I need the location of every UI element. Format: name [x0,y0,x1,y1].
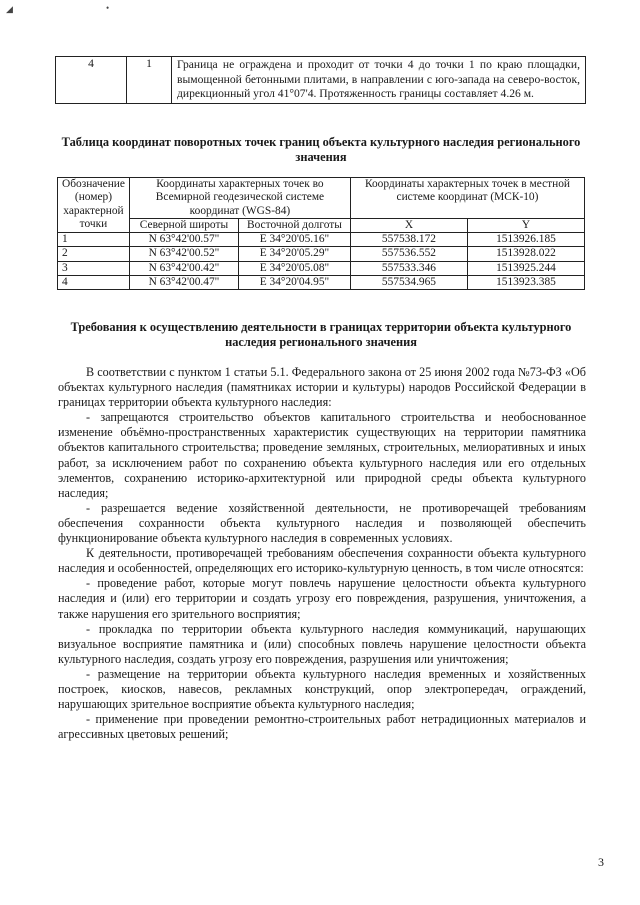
cell-y: 1513925.244 [467,261,584,275]
cell-x: 557536.552 [350,247,467,261]
paragraph: В соответствии с пунктом 1 статьи 5.1. Федерального закона от 25 июня 2002 года №73-ФЗ «Об объектах культурного наследия (памятниках истории и культуры) народов Российской Федерации в границах территории объекта культурного наследия: [58,365,586,410]
subheader-x: X [350,218,467,232]
coordinates-table [57,177,585,290]
cell-longitude: E 34°20'05.08" [238,261,350,275]
table-row [58,247,585,261]
page-number: 3 [598,855,604,869]
cell-y: 1513928.022 [467,247,584,261]
header-point-designation: Обозначение (номер) характерной точки [58,178,130,233]
table-row [58,261,585,275]
paragraph: - разрешается ведение хозяйственной деятельности, не противоречащей требованиям обеспечения сохранности объекта культурного наследия и позволяющей обеспечить функционирование объекта культурного наследия в современных условиях. [58,500,586,546]
header-local-coordinates: Координаты характерных точек в местной системе координат (МСК-10) [350,178,584,219]
boundary-description-table [55,56,586,104]
header-wgs-coordinates: Координаты характерных точек во Всемирной геодезической системе координат (WGS-84) [129,178,350,219]
cell-x: 557533.346 [350,261,467,275]
subheader-latitude: Северной широты [129,218,238,232]
cell-longitude: E 34°20'04.95" [238,276,350,290]
cell-longitude: E 34°20'05.16" [238,233,350,247]
scan-mark-left: ◢ [6,4,13,14]
cell-x: 557534.965 [350,276,467,290]
cell-latitude: N 63°42'00.42" [129,261,238,275]
cell-point: 3 [58,261,130,275]
cell-latitude: N 63°42'00.52" [129,247,238,261]
cell-y: 1513923.385 [467,276,584,290]
cell-longitude: E 34°20'05.29" [238,247,350,261]
table-row [58,233,585,247]
table-row [56,57,586,104]
subheader-y: Y [467,218,584,232]
cell-point: 4 [58,276,130,290]
paragraph: - прокладка по территории объекта культурного наследия коммуникаций, нарушающих визуальное восприятие памятника и (или) способных повлечь нарушение целостности объекта культурного наследия, создать угрозу его повреждения, разрушения или уничтожения; [58,621,586,666]
table-cell-point-to: 1 [127,57,172,104]
coord-table-title: Таблица координат поворотных точек границ объекта культурного наследия регионального значения [61,135,581,164]
table-row [58,276,585,290]
cell-point: 1 [58,233,130,247]
paragraph: - запрещаются строительство объектов капитального строительства и необоснованное изменение объёмно-пространственных характеристик существующих на территории памятника объектов капитального строительства; проведение земляных, строительных, мелиоративных и иных работ, за исключением работ по сохранению объекта культурного наследия или его отдельных элементов, сохранению историко-архитектурной или природной среды объекта культурного наследия; [58,410,586,500]
cell-x: 557538.172 [350,233,467,247]
subheader-longitude: Восточной долготы [238,218,350,232]
table-subheader-row [58,218,585,232]
table-cell-point-from: 4 [56,57,127,104]
scan-mark-right: • [106,3,110,13]
requirements-title: Требования к осуществлению деятельности в границах территории объекта культурного наследия регионального значения [70,320,572,349]
table-cell-boundary-description: Граница не ограждена и проходит от точки 4 до точки 1 по краю площадки, вымощенной бетонными плитами, в направлении с юго-запада на северо-восток, дирекционный угол 41°07'4. Протяженность границы составляет 4.26 м. [172,57,586,104]
requirements-body [58,365,586,742]
paragraph: - проведение работ, которые могут повлечь нарушение целостности объекта культурного наследия и (или) его территории и создать угрозу его повреждения, разрушения, уничтожения, а также нарушения его зрительного восприятия; [58,576,586,621]
cell-latitude: N 63°42'00.47" [129,276,238,290]
cell-latitude: N 63°42'00.57" [129,233,238,247]
paragraph: К деятельности, противоречащей требованиям обеспечения сохранности объекта культурного наследия и особенностей, определяющих его историко-культурную ценность, в том числе относятся: [58,546,586,576]
table-header-row [58,178,585,219]
cell-y: 1513926.185 [467,233,584,247]
cell-point: 2 [58,247,130,261]
paragraph: - размещение на территории объекта культурного наследия временных и хозяйственных построек, киосков, навесов, рекламных конструкций, опор электропередач, ограждений, нарушающих зрительное восприятие объекта культурного наследия; [58,666,586,712]
paragraph: - применение при проведении ремонтно-строительных работ нетрадиционных материалов и агрессивных цветовых решений; [58,712,586,742]
